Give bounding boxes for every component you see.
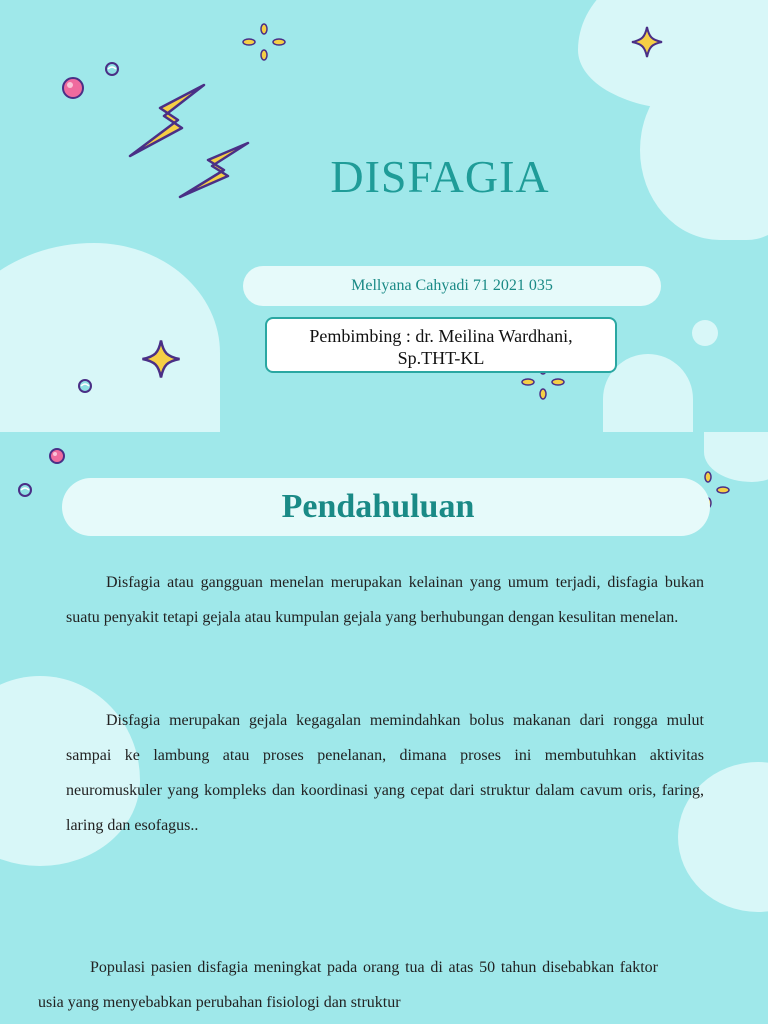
- title-slide: [0, 0, 768, 432]
- advisor-line-2: Sp.THT-KL: [397, 348, 485, 368]
- advisor-box: [265, 317, 617, 373]
- advisor-line-1: Pembimbing : dr. Meilina Wardhani,: [309, 326, 573, 346]
- introduction-slide: [0, 432, 768, 1024]
- bubble-icon: [47, 446, 67, 466]
- bubble-icon: [10, 768, 36, 794]
- bubble-icon: [60, 75, 86, 101]
- paragraph-1: Disfagia atau gangguan menelan merupakan kelainan yang umum terjadi, disfagia bukan suatu penyakit tetapi gejala atau kumpulan gejala yang berhubungan dengan kesulitan menelan.: [66, 574, 704, 626]
- section-title: Pendahuluan: [281, 488, 475, 525]
- bubble-icon: [692, 320, 718, 346]
- sparkle-star-icon: [140, 338, 182, 380]
- paragraph-3: Populasi pasien disfagia meningkat pada orang tua di atas 50 tahun disebabkan faktor usia yang menyebabkan perubahan fisiologi dan struktur: [38, 959, 658, 1011]
- flower-dots-icon: [241, 22, 287, 62]
- background-blob: [0, 243, 220, 432]
- paragraph-2: Disfagia merupakan gejala kegagalan memindahkan bolus makanan dari rongga mulut sampai ke lambung atau proses penelanan, dimana proses ini membutuhkan aktivitas neuromuskuler yang kompleks dan koordinasi yang cepat dari struktur dalam cavum oris, faring, laring dan esofagus..: [66, 712, 704, 834]
- presentation-title: DISFAGIA: [330, 151, 550, 202]
- sparkle-star-icon: [630, 25, 664, 59]
- author-label: Mellyana Cahyadi 71 2021 035: [243, 266, 661, 306]
- bubble-icon: [103, 60, 121, 78]
- bubble-icon: [76, 377, 94, 395]
